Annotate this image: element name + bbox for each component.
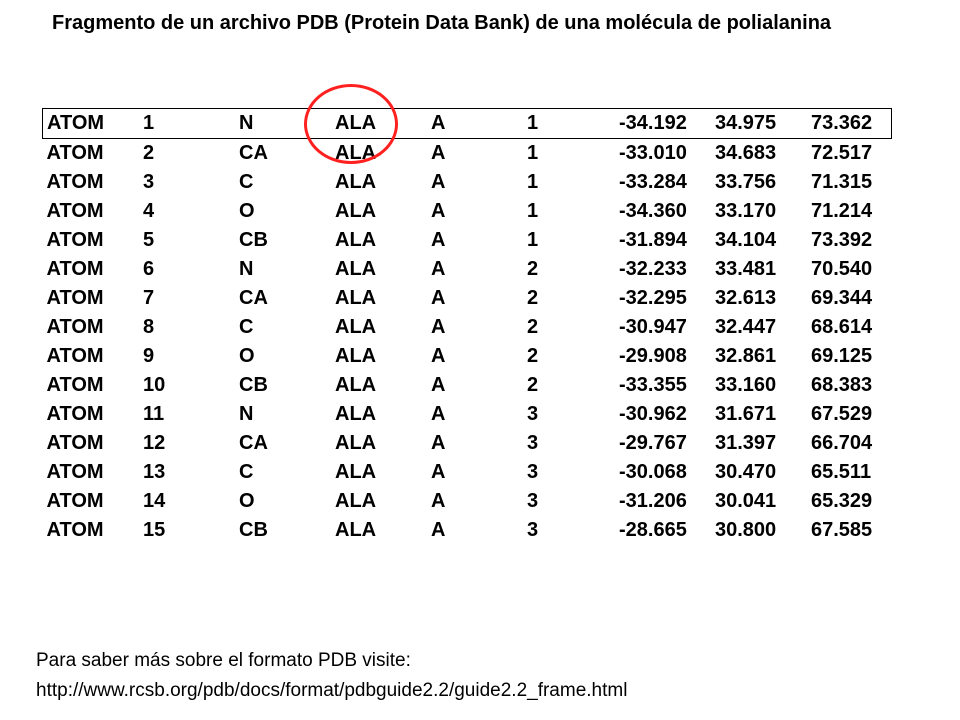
record-type-cell: ATOM	[46, 519, 104, 541]
atom-name-cell: C	[239, 316, 254, 338]
record-type-cell: ATOM	[46, 316, 104, 338]
coord-z-cell: 70.540	[811, 258, 873, 280]
atom-serial-cell: 7	[143, 287, 155, 309]
residue-seq-cell: 2	[527, 374, 539, 396]
coord-x-cell: -30.962	[619, 403, 687, 425]
coord-z-cell: 68.614	[811, 316, 873, 338]
table-row	[43, 371, 892, 400]
coord-z-cell: 73.392	[811, 229, 873, 251]
record-type-cell: ATOM	[46, 345, 104, 367]
chain-id-cell: A	[431, 519, 446, 541]
coord-y-cell: 32.613	[715, 287, 777, 309]
atom-serial-cell: 11	[143, 403, 165, 425]
table-row	[43, 487, 892, 516]
chain-id-cell: A	[431, 200, 446, 222]
chain-id-cell: A	[431, 229, 446, 251]
table-row	[43, 139, 892, 169]
coord-z-cell: 72.517	[811, 142, 873, 164]
atom-name-cell: C	[239, 171, 254, 193]
residue-seq-cell: 2	[527, 258, 539, 280]
coord-z-cell: 66.704	[811, 432, 873, 454]
residue-name-cell: ALA	[335, 345, 377, 367]
residue-seq-cell: 1	[527, 171, 539, 193]
table-row	[43, 429, 892, 458]
pdb-format-link[interactable]: http://www.rcsb.org/pdb/docs/format/pdbguide2.2/guide2.2_frame.html	[36, 680, 628, 701]
chain-id-cell: A	[431, 258, 446, 280]
table-row	[43, 168, 892, 197]
coord-z-cell: 69.125	[811, 345, 873, 367]
coord-x-cell: -33.284	[619, 171, 687, 193]
record-type-cell: ATOM	[43, 109, 144, 139]
chain-id-cell: A	[431, 287, 446, 309]
footer-text: Para saber más sobre el formato PDB visite:	[36, 650, 411, 671]
coord-y-cell: 31.397	[715, 432, 777, 454]
atom-name-cell: CB	[239, 519, 268, 541]
chain-id-cell: A	[431, 345, 446, 367]
residue-name-cell: ALA	[335, 490, 377, 512]
table-row	[43, 109, 892, 139]
record-type-cell: ATOM	[46, 200, 104, 222]
coord-z-cell: 71.315	[811, 171, 873, 193]
residue-name-cell: ALA	[335, 229, 377, 251]
record-type-cell: ATOM	[46, 171, 104, 193]
residue-name-cell: ALA	[335, 374, 377, 396]
residue-seq-cell: 1	[527, 200, 539, 222]
residue-seq-cell: 2	[527, 345, 539, 367]
atom-serial-cell: 15	[143, 519, 166, 541]
residue-name-cell: ALA	[335, 519, 377, 541]
residue-name-cell: ALA	[335, 109, 431, 139]
chain-id-cell: A	[431, 109, 527, 139]
pdb-records-table	[42, 108, 892, 545]
chain-id-cell: A	[431, 403, 446, 425]
atom-serial-cell: 8	[143, 316, 155, 338]
residue-name-cell: ALA	[335, 403, 377, 425]
coord-z-cell: 73.362	[811, 109, 892, 139]
atom-name-cell: O	[239, 345, 255, 367]
residue-seq-cell: 2	[527, 287, 539, 309]
atom-name-cell: N	[239, 258, 254, 280]
coord-y-cell: 30.041	[715, 490, 777, 512]
atom-name-cell: O	[239, 490, 255, 512]
record-type-cell: ATOM	[46, 403, 104, 425]
coord-x-cell: -32.233	[619, 258, 687, 280]
record-type-cell: ATOM	[46, 287, 104, 309]
atom-serial-cell: 4	[143, 200, 155, 222]
atom-serial-cell: 9	[143, 345, 155, 367]
coord-x-cell: -33.010	[619, 142, 687, 164]
coord-y-cell: 30.470	[715, 461, 777, 483]
atom-name-cell: CA	[239, 287, 268, 309]
footer-note	[36, 646, 627, 706]
coord-x-cell: -32.295	[619, 287, 687, 309]
coord-z-cell: 68.383	[811, 374, 873, 396]
coord-y-cell: 33.170	[715, 200, 777, 222]
chain-id-cell: A	[431, 316, 446, 338]
coord-x-cell: -30.947	[619, 316, 687, 338]
residue-name-cell: ALA	[335, 200, 377, 222]
coord-y-cell: 33.160	[715, 374, 777, 396]
coord-x-cell: -29.767	[619, 432, 687, 454]
atom-serial-cell: 2	[143, 142, 155, 164]
record-type-cell: ATOM	[46, 490, 104, 512]
residue-seq-cell: 3	[527, 461, 539, 483]
coord-y-cell: 31.671	[715, 403, 777, 425]
coord-y-cell: 32.447	[715, 316, 777, 338]
coord-x-cell: -30.068	[619, 461, 687, 483]
atom-name-cell: O	[239, 200, 255, 222]
chain-id-cell: A	[431, 142, 446, 164]
atom-name-cell: CA	[239, 432, 268, 454]
residue-seq-cell: 3	[527, 403, 539, 425]
chain-id-cell: A	[431, 432, 446, 454]
coord-y-cell: 34.104	[715, 229, 777, 251]
table-row	[43, 342, 892, 371]
atom-serial-cell: 6	[143, 258, 155, 280]
pdb-records-body	[43, 109, 892, 546]
chain-id-cell: A	[431, 374, 446, 396]
residue-seq-cell: 3	[527, 432, 539, 454]
residue-seq-cell: 1	[527, 142, 539, 164]
coord-z-cell: 65.511	[811, 461, 872, 483]
coord-z-cell: 71.214	[811, 200, 873, 222]
atom-name-cell: CB	[239, 374, 268, 396]
page-title: Fragmento de un archivo PDB (Protein Data Bank) de una molécula de polialanina	[52, 12, 832, 34]
atom-name-cell: N	[239, 109, 335, 139]
record-type-cell: ATOM	[46, 142, 104, 164]
coord-x-cell: -31.206	[619, 490, 687, 512]
coord-y-cell: 33.756	[715, 171, 777, 193]
coord-y-cell: 34.975	[715, 109, 811, 139]
atom-serial-cell: 1	[143, 109, 239, 139]
coord-y-cell: 33.481	[715, 258, 777, 280]
table-row	[43, 516, 892, 545]
coord-x-cell: -31.894	[619, 229, 687, 251]
table-row	[43, 284, 892, 313]
record-type-cell: ATOM	[46, 258, 104, 280]
coord-x-cell: -28.665	[619, 519, 687, 541]
residue-seq-cell: 2	[527, 316, 539, 338]
table-row	[43, 255, 892, 284]
coord-z-cell: 65.329	[811, 490, 873, 512]
atom-serial-cell: 12	[143, 432, 166, 454]
table-row	[43, 226, 892, 255]
residue-seq-cell: 3	[527, 490, 539, 512]
coord-y-cell: 32.861	[715, 345, 777, 367]
table-row	[43, 458, 892, 487]
coord-x-cell: -29.908	[619, 345, 687, 367]
record-type-cell: ATOM	[46, 374, 104, 396]
atom-serial-cell: 10	[143, 374, 166, 396]
residue-name-cell: ALA	[335, 142, 377, 164]
atom-serial-cell: 5	[143, 229, 155, 251]
coord-x-cell: -33.355	[619, 374, 687, 396]
chain-id-cell: A	[431, 461, 446, 483]
atom-serial-cell: 13	[143, 461, 166, 483]
coord-x-cell: -34.192	[619, 109, 715, 139]
atom-name-cell: C	[239, 461, 254, 483]
atom-name-cell: N	[239, 403, 254, 425]
coord-y-cell: 30.800	[715, 519, 777, 541]
atom-serial-cell: 14	[143, 490, 166, 512]
table-row	[43, 313, 892, 342]
residue-name-cell: ALA	[335, 171, 377, 193]
record-type-cell: ATOM	[46, 461, 104, 483]
residue-name-cell: ALA	[335, 432, 377, 454]
residue-name-cell: ALA	[335, 258, 377, 280]
residue-name-cell: ALA	[335, 461, 377, 483]
table-row	[43, 400, 892, 429]
chain-id-cell: A	[431, 171, 446, 193]
residue-seq-cell: 3	[527, 519, 539, 541]
coord-y-cell: 34.683	[715, 142, 777, 164]
residue-name-cell: ALA	[335, 316, 377, 338]
atom-serial-cell: 3	[143, 171, 155, 193]
chain-id-cell: A	[431, 490, 446, 512]
coord-z-cell: 69.344	[811, 287, 873, 309]
residue-seq-cell: 1	[527, 229, 539, 251]
table-row	[43, 197, 892, 226]
atom-name-cell: CB	[239, 229, 268, 251]
record-type-cell: ATOM	[46, 432, 104, 454]
residue-name-cell: ALA	[335, 287, 377, 309]
residue-seq-cell: 1	[527, 109, 619, 139]
record-type-cell: ATOM	[46, 229, 104, 251]
coord-z-cell: 67.585	[811, 519, 873, 541]
coord-x-cell: -34.360	[619, 200, 687, 222]
atom-name-cell: CA	[239, 142, 268, 164]
coord-z-cell: 67.529	[811, 403, 873, 425]
